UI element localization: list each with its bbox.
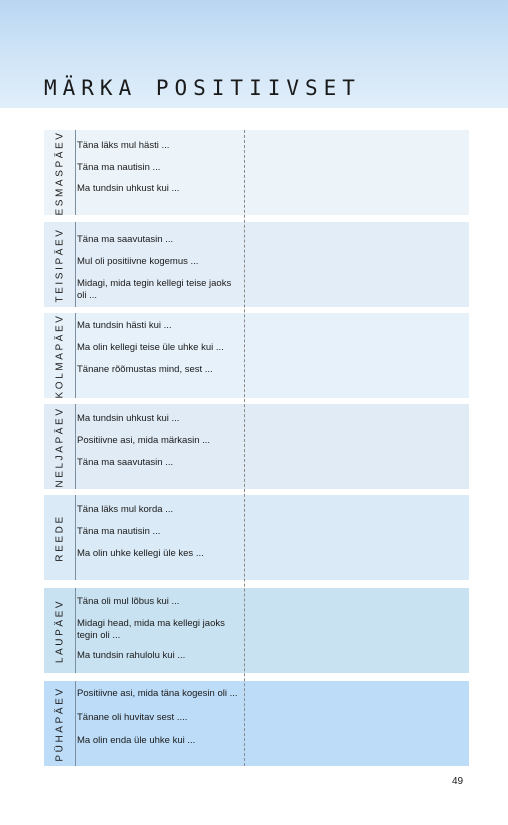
prompt-list (77, 404, 245, 489)
prompt-list (77, 588, 245, 673)
day-row-sunday (44, 681, 469, 766)
prompt-text: Positiivne asi, mida märkasin ... (77, 435, 211, 446)
prompt-text: Täna läks mul hästi ... (77, 140, 170, 151)
day-label-cell (44, 404, 76, 489)
day-label: PÜHAPÄEV (54, 685, 66, 762)
prompt-text: Ma olin uhke kellegi üle kes ... (77, 548, 204, 559)
day-label: TEISIPÄEV (54, 226, 66, 303)
prompt-text: Tänane oli huvitav sest .... (77, 712, 188, 723)
prompt-list (77, 681, 245, 766)
day-row-tuesday (44, 222, 469, 307)
day-label: LAUPÄEV (54, 598, 66, 663)
day-row-monday (44, 130, 469, 215)
prompt-text: Ma tundsin uhkust kui ... (77, 183, 180, 194)
prompt-text: Positiivne asi, mida täna kogesin oli ... (77, 688, 238, 699)
day-label: KOLMAPÄEV (54, 312, 66, 399)
day-label: NELJAPÄEV (54, 405, 66, 488)
prompt-list (77, 495, 245, 580)
prompt-text: Midagi, mida tegin kellegi teise jaoks oli ... (77, 278, 232, 301)
prompt-list (77, 130, 245, 215)
day-label: ESMASPÄEV (54, 129, 66, 216)
prompt-text: Ma tundsin uhkust kui ... (77, 413, 180, 424)
prompt-text: Täna ma saavutasin ... (77, 457, 174, 468)
prompt-list (77, 313, 245, 398)
page-number: 49 (452, 776, 464, 787)
prompt-text: Täna ma nautisin ... (77, 162, 161, 173)
day-label-cell (44, 222, 76, 307)
day-label-cell (44, 130, 76, 215)
prompt-text: Täna ma saavutasin ... (77, 234, 174, 245)
prompt-text: Täna oli mul lõbus kui ... (77, 596, 180, 607)
day-label-cell (44, 495, 76, 580)
prompt-text: Ma tundsin rahulolu kui ... (77, 650, 186, 661)
prompt-list (77, 222, 245, 307)
column-divider (244, 130, 245, 766)
day-label-cell (44, 681, 76, 766)
day-row-saturday (44, 588, 469, 673)
prompt-text: Ma tundsin hästi kui ... (77, 320, 172, 331)
prompt-text: Midagi head, mida ma kellegi jaoks tegin oli ... (77, 618, 225, 641)
prompt-text: Ma olin enda üle uhke kui ... (77, 735, 196, 746)
prompt-text: Ma olin kellegi teise üle uhke kui ... (77, 342, 224, 353)
day-row-friday (44, 495, 469, 580)
day-row-wednesday (44, 313, 469, 398)
day-label: REEDE (54, 513, 66, 562)
prompt-text: Täna läks mul korda ... (77, 504, 174, 515)
day-label-cell (44, 588, 76, 673)
day-row-thursday (44, 404, 469, 489)
prompt-text: Mul oli positiivne kogemus ... (77, 256, 199, 267)
day-label-cell (44, 313, 76, 398)
page-title: MÄRKA POSITIIVSET (44, 76, 361, 100)
prompt-text: Tänane rõõmustas mind, sest ... (77, 364, 213, 375)
prompt-text: Täna ma nautisin ... (77, 526, 161, 537)
